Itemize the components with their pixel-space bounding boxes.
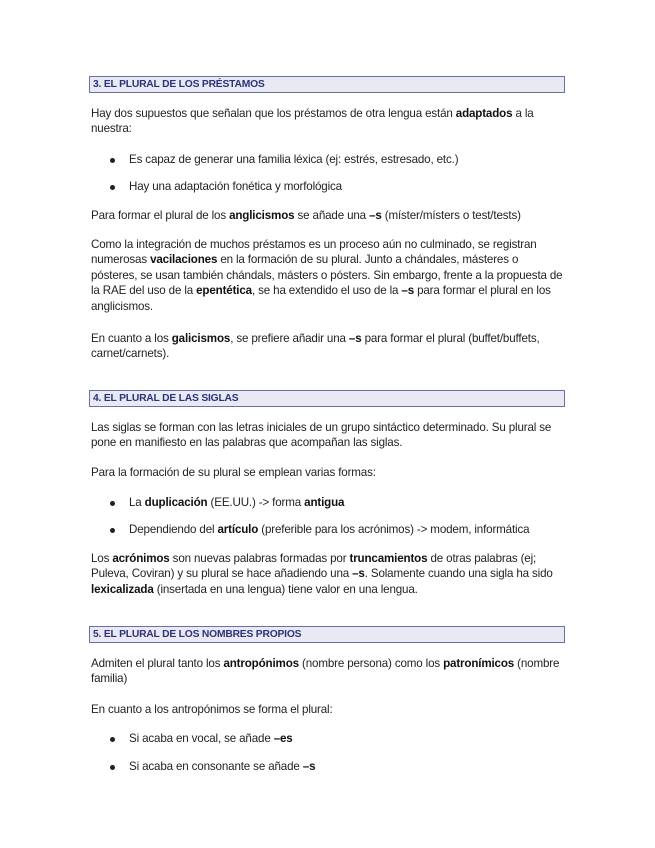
bullet-dot: [110, 158, 115, 163]
section-5-heading: 5. EL PLURAL DE LOS NOMBRES PROPIOS: [89, 626, 565, 643]
section-5-intro: Admiten el plural tanto los antropónimos (nombre persona) como los patronímicos (nombre familia): [91, 657, 560, 686]
section-3-vacilaciones: Como la integración de muchos préstamos es un proceso aún no culminado, se registran numerosas vacilaciones en la formación de su plural. Junto a chándales, másteres o pósteres, se usan también chándals, másters o pósters. Sin embargo, frente a la propuesta de la RAE del uso de la epentética, se ha extendido el uso de la –s para formar el plural en los anglicismos.: [91, 238, 563, 313]
section-3-anglicismos: Para formar el plural de los anglicismos se añade una –s (míster/místers o test/tests): [91, 209, 521, 222]
bullet-dot: [110, 185, 115, 190]
list-item: Si acaba en consonante se añade –s: [129, 760, 316, 773]
list-item: Dependiendo del artículo (preferible para los acrónimos) -> modem, informática: [129, 523, 530, 536]
list-item: Hay una adaptación fonética y morfológica: [129, 180, 342, 193]
section-4-formas: Para la formación de su plural se emplean varias formas:: [91, 466, 376, 479]
section-3-heading: 3. EL PLURAL DE LOS PRÉSTAMOS: [89, 76, 565, 93]
section-4-heading: 4. EL PLURAL DE LAS SIGLAS: [89, 390, 565, 407]
bullet-dot: [110, 528, 115, 533]
bullet-dot: [110, 765, 115, 770]
list-item: Si acaba en vocal, se añade –es: [129, 732, 293, 745]
bullet-dot: [110, 501, 115, 506]
section-5-antroponimos: En cuanto a los antropónimos se forma el plural:: [91, 703, 333, 716]
list-item: Es capaz de generar una familia léxica (ej: estrés, estresado, etc.): [129, 153, 459, 166]
bullet-dot: [110, 737, 115, 742]
section-3-galicismos: En cuanto a los galicismos, se prefiere añadir una –s para formar el plural (buffet/buffets, carnet/carnets).: [91, 332, 540, 361]
section-4-intro: Las siglas se forman con las letras iniciales de un grupo sintáctico determinado. Su plural se pone en manifiesto en las palabras que acompañan las siglas.: [91, 421, 552, 450]
list-item: La duplicación (EE.UU.) -> forma antigua: [129, 496, 345, 509]
section-3-intro: Hay dos supuestos que señalan que los préstamos de otra lengua están adaptados a la nuestra:: [91, 107, 534, 136]
section-4-acronimos: Los acrónimos son nuevas palabras formadas por truncamientos de otras palabras (ej; Puleva, Coviran) y su plural se hace añadiendo una –s. Solamente cuando una sigla ha sido lexicalizada (insertada en una lengua) tiene valor en una lengua.: [91, 552, 553, 596]
